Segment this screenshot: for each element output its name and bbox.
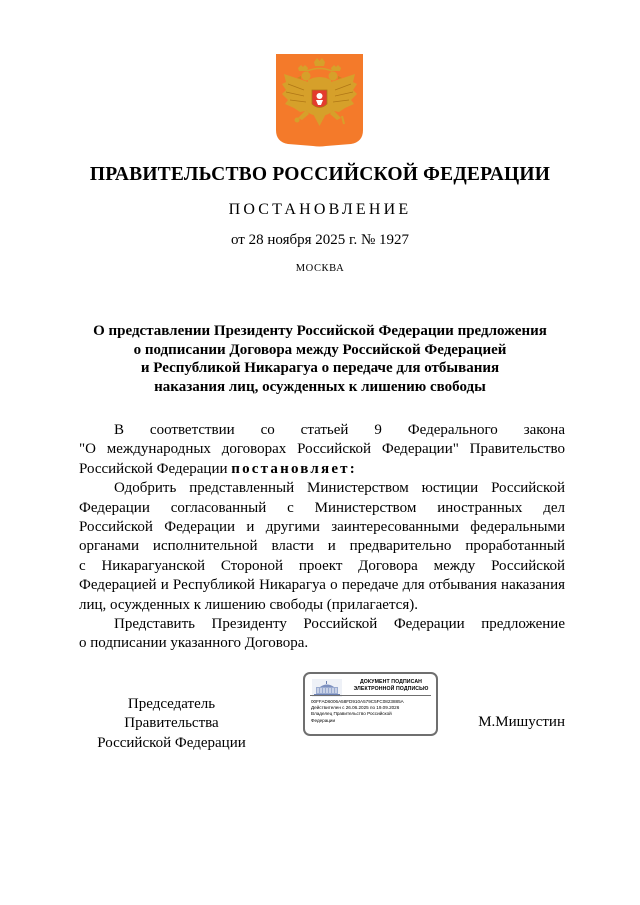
body-line [79, 460, 565, 479]
electronic-signature-stamp [303, 672, 438, 736]
document-type: ПОСТАНОВЛЕНИЕ [228, 201, 412, 218]
stamp-header-line: ЭЛЕКТРОННОЙ ПОДПИСЬЮ [353, 685, 429, 692]
body-line: лиц, осужденных к лишению свободы (прилагается). [79, 596, 418, 613]
stamp-validity: Действителен с 26.06.2025 по 19.09.2026 [311, 705, 400, 711]
stamp-header [345, 679, 437, 692]
document-subject [60, 322, 580, 396]
stamp-divider [310, 695, 431, 696]
body-line: о подписании указанного Договора. [79, 635, 309, 652]
stamp-certificate: 00FFAD6006A58FD910A579C5FC0823885A [311, 699, 404, 704]
document-date-number: от 28 ноября 2025 г. № 1927 [230, 232, 410, 248]
signatory-position-line: Российской Федерации [97, 734, 246, 751]
document-body [79, 421, 565, 654]
stamp-header-line: ДОКУМЕНТ ПОДПИСАН [359, 679, 423, 685]
stamp-details [311, 699, 433, 724]
body-line: Российской Федерации и другими заинтересованными федеральными [79, 518, 565, 535]
body-line: Федерацией и Республикой Никарагуа о передаче для отбывания наказания [79, 577, 565, 594]
signatory-position [79, 695, 264, 753]
stamp-owner: Федерации [311, 717, 336, 723]
subject-line: и Республикой Никарагуа о передаче для отбывания [140, 360, 500, 376]
body-line: с Никарагуанской Стороной проект Договора между Российской [79, 557, 565, 574]
subject-line: о подписании Договора между Российской Федерацией [133, 341, 507, 358]
body-text: Российской Федерации [79, 460, 232, 477]
subject-line: наказания лиц, осужденных к лишению свободы [154, 378, 486, 395]
government-title: ПРАВИТЕЛЬСТВО РОССИЙСКОЙ ФЕДЕРАЦИИ [89, 164, 551, 185]
body-line: Одобрить представленный Министерством юстиции Российской [114, 480, 565, 497]
body-line: органами исполнительной власти и предварительно проработанный [79, 538, 565, 555]
signatory-name: М.Мишустин [478, 714, 565, 730]
document-city: МОСКВА [295, 263, 345, 274]
decree-word: постановляет: [231, 460, 357, 477]
stamp-owner: Владелец Правительство Российской [311, 711, 392, 717]
body-line: Федерации согласованный с Министерством иностранных дел [79, 499, 565, 516]
body-line: Представить Президенту Российской Федерации предложение [114, 615, 565, 632]
body-line: В соответствии со статьей 9 Федерального закона [114, 422, 565, 438]
body-line: "О международных договорах Российской Федерации" Правительство [79, 441, 565, 458]
russian-coat-of-arms-icon [276, 54, 363, 147]
subject-line: О представлении Президенту Российской Федерации предложения [93, 323, 547, 339]
signatory-position-line: Председатель Правительства [124, 696, 219, 732]
